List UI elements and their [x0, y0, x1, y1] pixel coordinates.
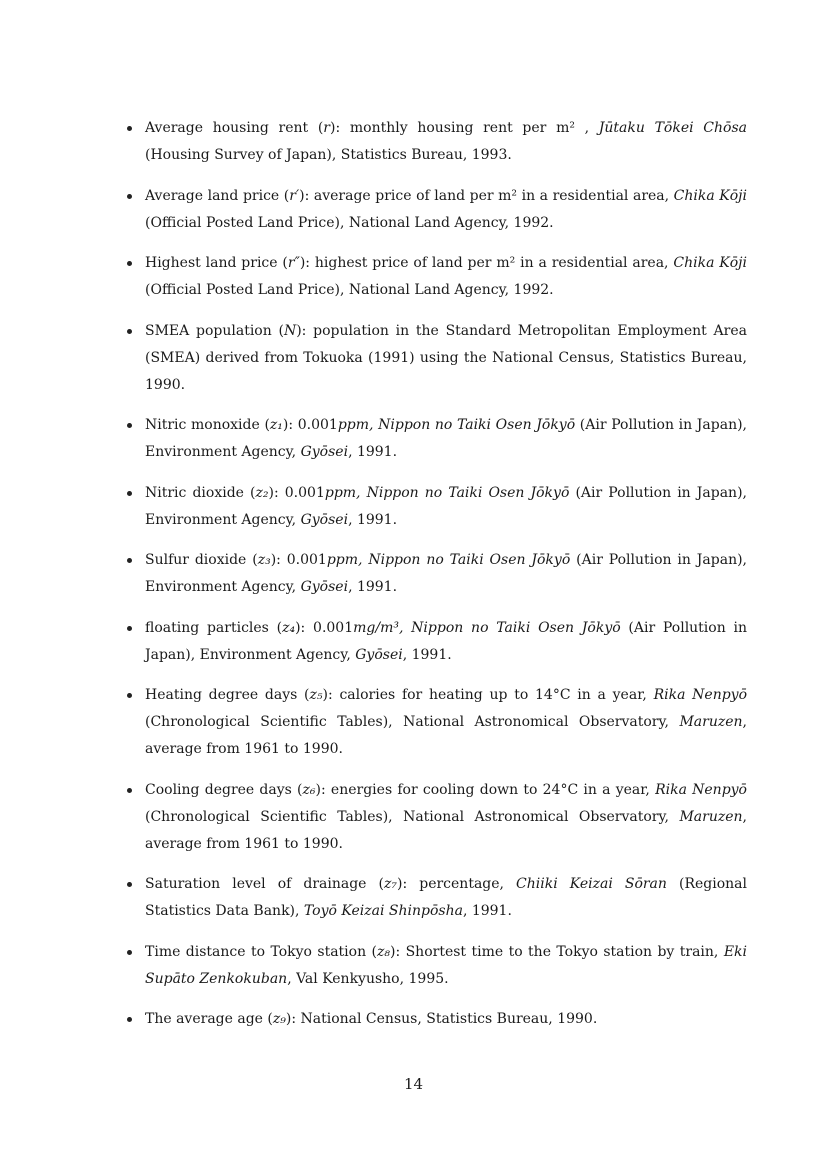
list-item: floating particles (z₄): 0.001mg/m³, Nippon no Taiki Osen Jōkyō (Air Pollution in Japan), Environment Agency, Gyōsei, 1991.: [125, 615, 747, 669]
bullet-icon: [127, 1017, 132, 1022]
bullet-icon: [127, 788, 132, 793]
list-item: The average age (z₉): National Census, Statistics Bureau, 1990.: [125, 1006, 747, 1033]
bullet-icon: [127, 491, 132, 496]
bullet-icon: [127, 423, 132, 428]
bullet-icon: [127, 126, 132, 131]
bullet-icon: [127, 950, 132, 955]
list-item: Nitric dioxide (z₂): 0.001ppm, Nippon no Taiki Osen Jōkyō (Air Pollution in Japan), Environment Agency, Gyōsei, 1991.: [125, 480, 747, 534]
bullet-icon: [127, 261, 132, 266]
bullet-icon: [127, 693, 132, 698]
bullet-icon: [127, 882, 132, 887]
list-item: Nitric monoxide (z₁): 0.001ppm, Nippon no Taiki Osen Jōkyō (Air Pollution in Japan), Environment Agency, Gyōsei, 1991.: [125, 412, 747, 466]
list-item: Saturation level of drainage (z₇): percentage, Chiiki Keizai Sōran (Regional Statistics Data Bank), Toyō Keizai Shinpōsha, 1991.: [125, 871, 747, 925]
list-item: Average housing rent (r): monthly housing rent per m² , Jūtaku Tōkei Chōsa (Housing Survey of Japan), Statistics Bureau, 1993.: [125, 115, 747, 169]
list-item: SMEA population (N): population in the Standard Metropolitan Employment Area (SMEA) derived from Tokuoka (1991) using the National Census, Statistics Bureau, 1990.: [125, 318, 747, 399]
data-sources-list: [125, 115, 747, 1033]
list-item: Cooling degree days (z₆): energies for cooling down to 24°C in a year, Rika Nenpyō (Chronological Scientific Tables), National Astronomical Observatory, Maruzen, average from 1961 to 1990.: [125, 777, 747, 858]
bullet-icon: [127, 329, 132, 334]
page-number: 14: [403, 1075, 424, 1093]
list-item: Heating degree days (z₅): calories for heating up to 14°C in a year, Rika Nenpyō (Chronological Scientific Tables), National Astronomical Observatory, Maruzen, average from 1961 to 1990.: [125, 682, 747, 763]
bullet-icon: [127, 626, 132, 631]
bullet-icon: [127, 194, 132, 199]
bullet-icon: [127, 558, 132, 563]
list-item: Sulfur dioxide (z₃): 0.001ppm, Nippon no Taiki Osen Jōkyō (Air Pollution in Japan), Environment Agency, Gyōsei, 1991.: [125, 547, 747, 601]
list-item: Highest land price (r″): highest price of land per m² in a residential area, Chika Kōji (Official Posted Land Price), National Land Agency, 1992.: [125, 250, 747, 304]
list-item: Average land price (r′): average price of land per m² in a residential area, Chika Kōji (Official Posted Land Price), National Land Agency, 1992.: [125, 183, 747, 237]
list-item: Time distance to Tokyo station (z₈): Shortest time to the Tokyo station by train, Eki Supāto Zenkokuban, Val Kenkyusho, 1995.: [125, 939, 747, 993]
